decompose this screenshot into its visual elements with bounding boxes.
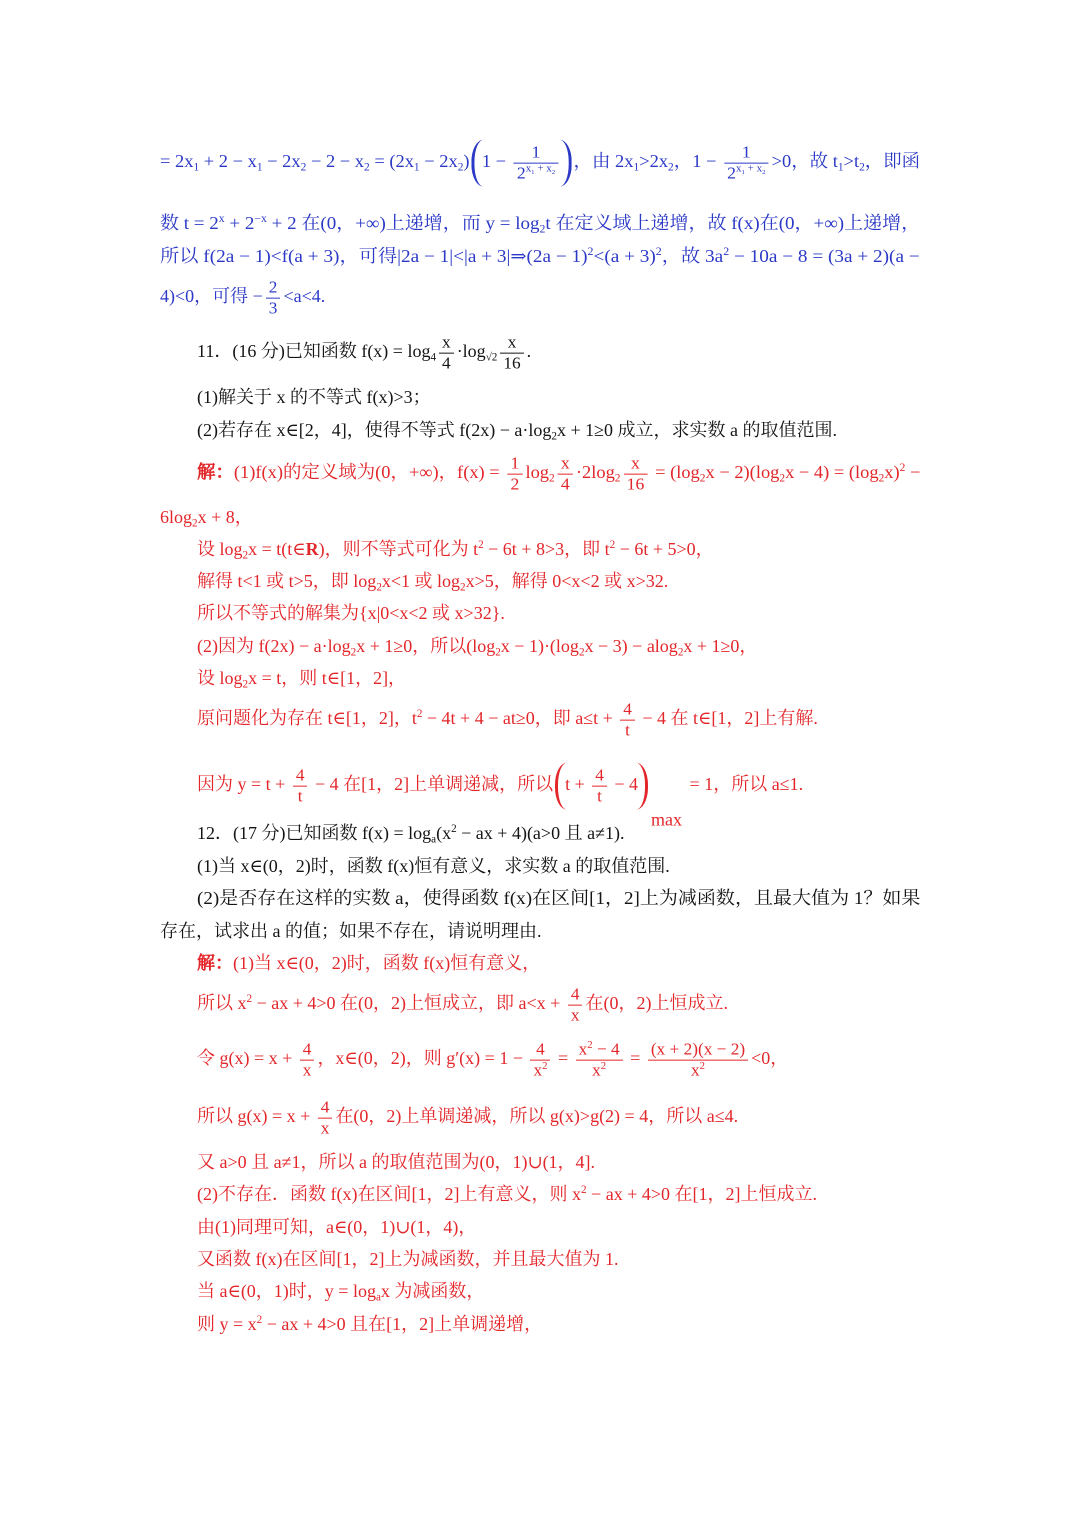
- solution-11-line-5: [197, 602, 505, 625]
- text-run: 存在，试求出 a 的值；如果不存在，请说明理由.: [160, 920, 542, 941]
- fraction-numerator: [724, 143, 768, 163]
- text-run: (x + 2)(x − 2): [650, 1039, 746, 1059]
- subscript: 1: [413, 161, 420, 174]
- text-run: 设 log: [197, 667, 243, 688]
- fraction-numerator: [624, 454, 648, 474]
- text-run: x: [525, 162, 532, 175]
- text-run: 则 y = x: [197, 1313, 257, 1334]
- fraction-denominator: [266, 299, 281, 319]
- solution-11-line-6: [197, 635, 757, 658]
- text-run: (1)解关于 x 的不等式 f(x)>3；: [197, 386, 431, 407]
- solution-11-line-2: [160, 506, 253, 529]
- text-run: = (2x: [369, 151, 414, 172]
- text-run: x>5，解得 0<x<2 或 x>32.: [465, 570, 669, 591]
- solution-10-line-2: [160, 212, 920, 235]
- text-run: 2: [510, 474, 520, 494]
- text-run: − 4 在 t∈[1，2]上有解.: [637, 708, 818, 729]
- bold-text: 解：: [197, 952, 233, 973]
- fraction-denominator: [507, 475, 522, 495]
- fraction-numerator: [507, 454, 522, 474]
- text-run: 4: [570, 984, 580, 1004]
- solution-11-line-1: [197, 454, 920, 495]
- text-run: 1 −: [481, 151, 511, 172]
- text-run: + x: [534, 162, 552, 175]
- superscript: 2: [416, 708, 423, 721]
- fraction-numerator: [620, 700, 635, 720]
- text-run: <(a + 3): [593, 245, 656, 266]
- subscript: a: [375, 1291, 381, 1304]
- text-run: log: [525, 462, 550, 483]
- text-run: − 2 − x: [306, 151, 365, 172]
- solution-12-line-3: [197, 1040, 788, 1081]
- text-run: ，x∈(0，2)，则 g′(x) = 1 −: [317, 1048, 528, 1069]
- fraction: [514, 143, 558, 184]
- text-run: ): [463, 151, 470, 172]
- superscript: 2: [256, 1313, 263, 1326]
- text-run: x): [884, 462, 900, 483]
- fraction-numerator: [318, 1098, 333, 1118]
- text-run: 16: [626, 474, 645, 494]
- text-run: ，即函: [864, 151, 921, 172]
- text-run: 2: [268, 277, 278, 297]
- text-run: + 2 − x: [199, 151, 257, 172]
- text-run: − 6t + 5>0，: [615, 538, 714, 559]
- text-run: x + 1≥0，所以(log: [356, 635, 496, 656]
- text-run: 在(0，2)上恒成立.: [585, 993, 728, 1014]
- text-run: 数 t = 2: [160, 212, 219, 233]
- subscript: 2: [859, 161, 865, 174]
- fraction: [620, 700, 635, 741]
- solution-10-line-1: [160, 140, 920, 187]
- text-run: 4: [595, 765, 604, 785]
- text-run: 当 a∈(0，1)时，y = log: [197, 1280, 376, 1301]
- superscript: 2: [609, 538, 616, 551]
- text-run: )，则不等式可化为 t: [318, 538, 479, 559]
- text-run: x = t，则 t∈[1，2]，: [248, 667, 407, 688]
- superscript: 2: [587, 1039, 593, 1051]
- text-run: 4)<0，可得 −: [160, 286, 263, 307]
- text-run: t +: [565, 774, 590, 795]
- fraction-denominator: [592, 787, 607, 807]
- superscript: 2: [542, 1059, 548, 1072]
- text-run: x = t(t∈: [248, 538, 306, 559]
- fraction-denominator: [300, 1061, 315, 1081]
- text-run: 4: [623, 699, 632, 719]
- text-run: 又 a>0 且 a≠1，所以 a 的取值范围为(0，1)∪(1，4].: [197, 1151, 596, 1172]
- text-run: − ax + 4>0 在(0，2)上恒成立，即 a<x +: [252, 993, 565, 1014]
- text-run: x: [690, 1060, 700, 1080]
- text-run: 解得 t<1 或 t>5，即 log: [197, 570, 377, 591]
- text-run: (x: [436, 822, 452, 843]
- fraction-numerator: [558, 454, 573, 474]
- text-run: 4: [320, 1097, 330, 1117]
- text-run: t 在定义域上递增，故 f(x)在(0，+∞)上递增，: [545, 212, 921, 233]
- superscript: 2: [899, 462, 906, 475]
- text-run: ，由 2x: [573, 151, 634, 172]
- problem-12-part-2-line-1: [197, 887, 920, 910]
- text-run: 6log: [160, 506, 193, 527]
- text-run: ·2log: [575, 462, 615, 483]
- superscript: [526, 163, 555, 175]
- text-run: 设 log: [197, 538, 243, 559]
- problem-12-part-2-line-2: [160, 920, 542, 943]
- text-run: 由(1)同理可知，a∈(0，1)∪(1，4)，: [197, 1216, 477, 1237]
- text-run: − 4t + 4 − at≥0，即 a≤t +: [422, 708, 618, 729]
- bold-text: 解：: [197, 462, 234, 483]
- text-run: − 6t + 8>3，即 t: [483, 538, 610, 559]
- fraction: [439, 333, 454, 374]
- problem-12-stem: [197, 822, 624, 845]
- fraction-denominator: [568, 1006, 583, 1026]
- text-run: 4: [295, 765, 305, 785]
- solution-12-line-5: [197, 1151, 595, 1174]
- text-run: − 4: [592, 1039, 620, 1059]
- text-run: 16: [503, 353, 521, 373]
- fraction: [530, 1040, 550, 1081]
- subscript: 2: [614, 472, 621, 485]
- fraction-numerator: [576, 1040, 623, 1060]
- solution-12-line-1: [197, 952, 540, 975]
- text-run: x: [442, 332, 451, 352]
- text-run: + x: [744, 162, 763, 175]
- fraction-denominator: [620, 721, 635, 741]
- solution-10-line-4: [160, 278, 325, 319]
- solution-11-line-8: [197, 700, 818, 741]
- fraction-numerator: [530, 1040, 550, 1060]
- superscript: 2: [587, 245, 594, 258]
- text-run: − 10a − 8 = (3a + 2)(a −: [729, 245, 920, 266]
- superscript: −x: [254, 212, 267, 225]
- text-run: 所以 x: [197, 993, 247, 1014]
- fraction: [568, 985, 583, 1026]
- subscript: 2: [677, 646, 684, 659]
- text-run: 4: [560, 474, 570, 494]
- text-run: + 2 在(0，+∞)上递增，而 y = log: [266, 212, 540, 233]
- subscript: 2: [350, 646, 357, 659]
- text-run: .: [526, 341, 532, 362]
- problem-12-part-1: [197, 855, 670, 878]
- fraction-denominator: [514, 164, 558, 184]
- text-run: − 2x: [262, 151, 301, 172]
- solution-11-line-3: [197, 538, 714, 561]
- problem-11-part-1: [197, 386, 431, 409]
- text-run: x: [592, 1060, 601, 1080]
- solution-11-line-4: [197, 570, 668, 593]
- superscript: 2: [478, 538, 484, 551]
- text-run: =: [625, 1048, 645, 1069]
- subscript: 1: [633, 161, 640, 174]
- text-run: <0，: [751, 1048, 789, 1069]
- text-run: = 2x: [160, 151, 194, 172]
- text-run: x: [507, 332, 517, 352]
- text-run: ，1 −: [673, 151, 722, 172]
- text-run: −: [905, 462, 921, 483]
- text-run: x: [631, 453, 640, 473]
- superscript: 2: [699, 1059, 705, 1072]
- text-run: − 4: [609, 774, 639, 795]
- text-run: x − 2)(log: [705, 462, 780, 483]
- text-run: 2: [516, 163, 526, 183]
- text-run: (2)若存在 x∈[2，4]，使得不等式 f(2x) − a·log: [197, 419, 552, 440]
- subscript: 4: [430, 351, 437, 364]
- fraction-numerator: [293, 766, 308, 786]
- subscript: 2: [878, 472, 885, 485]
- subscript: 2: [551, 430, 557, 443]
- fraction: [624, 454, 648, 495]
- solution-12-line-6: [197, 1183, 817, 1206]
- fraction-denominator: [439, 354, 454, 374]
- fraction-denominator: [558, 475, 573, 495]
- subscript: 1: [837, 161, 844, 174]
- solution-10-line-3: [160, 245, 920, 268]
- text-run: x 为减函数，: [380, 1280, 485, 1301]
- text-run: x + 1≥0 成立，求实数 a 的取值范围.: [557, 419, 838, 440]
- subscript: 2: [457, 161, 464, 174]
- text-run: t: [625, 720, 630, 740]
- superscript: x: [218, 212, 225, 225]
- text-run: 12．(17 分)已知函数 f(x) = log: [197, 822, 432, 843]
- solution-12-line-8: [197, 1248, 618, 1271]
- fraction: [300, 1040, 315, 1081]
- solution-12-line-10: [197, 1313, 542, 1336]
- text-run: 4: [302, 1039, 312, 1059]
- subscript: 1: [531, 168, 535, 176]
- text-run: 11．(16 分)已知函数 f(x) = log: [197, 341, 431, 362]
- superscript: 2: [723, 245, 730, 258]
- text-run: ·log: [456, 341, 486, 362]
- text-run: >2x: [639, 151, 669, 172]
- subscript: 2: [539, 223, 546, 236]
- text-run: >0，故 t: [771, 151, 838, 172]
- text-run: x: [578, 1039, 588, 1059]
- subscript: 2: [668, 161, 674, 174]
- solution-12-line-7: [197, 1216, 476, 1239]
- fraction: [576, 1040, 623, 1081]
- text-run: =: [553, 1048, 573, 1069]
- fraction-numerator: [266, 278, 281, 298]
- text-run: >t: [843, 151, 860, 172]
- subscript: 2: [300, 161, 307, 174]
- fraction-denominator: [648, 1061, 748, 1081]
- subscript: √2: [485, 351, 498, 364]
- fraction: [266, 278, 281, 319]
- subscript: 1: [741, 168, 745, 176]
- text-run: + 2: [224, 212, 255, 233]
- fraction-numerator: [300, 1040, 315, 1060]
- superscript: 2: [451, 822, 457, 835]
- subscript: 1: [256, 161, 263, 174]
- superscript: 2: [655, 245, 662, 258]
- fraction-denominator: [530, 1061, 550, 1081]
- fraction-denominator: [318, 1119, 333, 1139]
- fraction-numerator: [648, 1040, 748, 1060]
- text-run: 在(0，2)上单调递减，所以 g(x)>g(2) = 4，所以 a≤4.: [335, 1106, 739, 1127]
- text-run: 4: [442, 353, 451, 373]
- fraction-denominator: [293, 787, 308, 807]
- text-run: x: [302, 1060, 312, 1080]
- text-run: 又函数 f(x)在区间[1，2]上为减函数，并且最大值为 1.: [197, 1248, 619, 1269]
- text-run: <a<4.: [283, 286, 326, 307]
- subscript: a: [431, 833, 437, 846]
- fraction-denominator: [576, 1061, 623, 1081]
- text-run: 所以 f(2a − 1)<f(a + 3)，可得|2a − 1|<|a + 3|⇒(2a − 1): [160, 245, 588, 266]
- text-run: (1)当 x∈(0，2)时，函数 f(x)恒有意义，: [233, 952, 541, 973]
- fraction: [293, 766, 308, 807]
- text-run: − ax + 4>0 在[1，2]上恒成立.: [586, 1183, 817, 1204]
- text-run: x + 1≥0，: [683, 635, 758, 656]
- problem-11-part-2: [197, 419, 837, 442]
- solution-12-line-9: [197, 1280, 484, 1303]
- subscript: 1: [193, 161, 200, 174]
- fraction: [500, 333, 523, 374]
- fraction-numerator: [514, 143, 558, 163]
- problem-11-stem: [197, 333, 531, 374]
- fraction: [318, 1098, 333, 1139]
- subscript: 2: [364, 161, 370, 174]
- text-run: x: [560, 453, 570, 473]
- text-run: (2)因为 f(2x) − a·log: [197, 635, 351, 656]
- text-run: x: [736, 162, 742, 175]
- text-run: t: [597, 786, 602, 806]
- fraction: [507, 454, 522, 495]
- bracket-group: [472, 140, 572, 187]
- text-run: 原问题化为存在 t∈[1，2]，t: [197, 708, 417, 729]
- subscript: 2: [460, 581, 466, 594]
- subscript: 2: [762, 168, 766, 176]
- subscript: 2: [242, 678, 249, 691]
- text-run: = (log: [650, 462, 700, 483]
- text-run: x: [570, 1005, 580, 1025]
- text-run: − 2x: [419, 151, 458, 172]
- text-run: 令 g(x) = x +: [197, 1048, 297, 1069]
- text-run: 4: [536, 1039, 545, 1059]
- fraction-numerator: [568, 985, 583, 1005]
- text-run: x − 4) = (log: [785, 462, 879, 483]
- fraction: [648, 1040, 748, 1081]
- text-run: − ax + 4>0 且在[1，2]上单调递增，: [262, 1313, 543, 1334]
- text-run: x − 3) − alog: [584, 635, 678, 656]
- text-run: x<1 或 log: [381, 570, 461, 591]
- solution-11-line-7: [197, 667, 406, 690]
- solution-12-line-4: [197, 1098, 738, 1139]
- fraction-denominator: [624, 475, 648, 495]
- max-subscript: max: [651, 810, 683, 831]
- text-run: ，故 3a: [661, 245, 724, 266]
- fraction: [558, 454, 573, 495]
- text-run: x: [533, 1060, 543, 1080]
- text-run: x − 1)·(log: [500, 635, 579, 656]
- fraction-numerator: [592, 766, 607, 786]
- text-run: 2: [727, 163, 737, 183]
- subscript: 2: [549, 472, 555, 485]
- superscript: 2: [600, 1059, 607, 1072]
- fraction-numerator: [500, 333, 523, 353]
- text-run: 所以 g(x) = x +: [197, 1106, 315, 1127]
- text-run: (2)不存在．函数 f(x)在区间[1，2]上有意义，则 x: [197, 1183, 581, 1204]
- subscript: 2: [192, 517, 198, 530]
- subscript: 2: [376, 581, 382, 594]
- fraction: [724, 143, 768, 184]
- text-run: − 4 在[1，2]上单调递减，所以: [310, 774, 554, 795]
- solution-12-line-2: [197, 985, 728, 1026]
- subscript: 2: [495, 646, 501, 659]
- subscript: 2: [551, 168, 556, 176]
- text-run: (2)是否存在这样的实数 a，使得函数 f(x)在区间[1，2]上为减函数，且最大值为 1？如果: [197, 887, 921, 908]
- text-run: x + 8，: [197, 506, 253, 527]
- text-run: 1: [531, 142, 541, 162]
- bold-text: R: [305, 538, 319, 559]
- text-run: t: [297, 786, 303, 806]
- text-run: = 1，所以 a≤1.: [685, 774, 804, 795]
- text-run: 所以不等式的解集为{x|0<x<2 或 x>32}.: [197, 602, 505, 623]
- fraction-denominator: [724, 164, 768, 184]
- subscript: 2: [699, 472, 706, 485]
- text-run: x: [320, 1118, 330, 1138]
- text-run: 因为 y = t +: [197, 774, 290, 795]
- fraction-numerator: [439, 333, 454, 353]
- solution-11-line-9: [197, 763, 804, 831]
- text-run: − ax + 4)(a>0 且 a≠1).: [456, 822, 625, 843]
- text-run: 1: [510, 453, 520, 473]
- text-run: 1: [741, 142, 751, 162]
- fraction-denominator: [500, 354, 523, 374]
- fraction: [592, 766, 607, 807]
- superscript: 2: [246, 993, 253, 1006]
- text-run: (1)f(x)的定义域为(0，+∞)，f(x) =: [233, 462, 505, 483]
- bracket-group: [555, 763, 648, 810]
- subscript: 2: [779, 472, 786, 485]
- text-run: (1)当 x∈(0，2)时，函数 f(x)恒有意义，求实数 a 的取值范围.: [197, 855, 670, 876]
- subscript: 2: [242, 549, 249, 562]
- superscript: 2: [580, 1183, 587, 1196]
- subscript: 2: [578, 646, 585, 659]
- text-run: 3: [268, 298, 278, 318]
- superscript: [736, 163, 765, 175]
